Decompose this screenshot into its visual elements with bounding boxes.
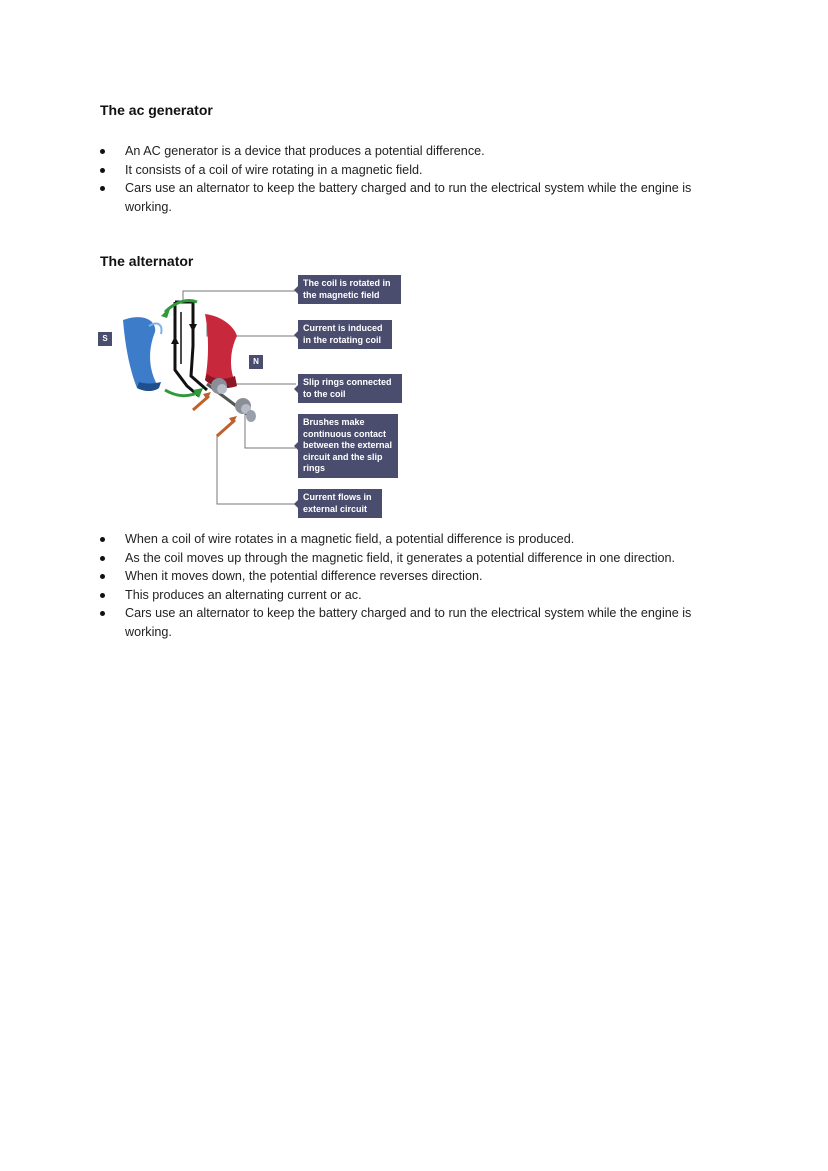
list-item: Cars use an alternator to keep the battery charged and to run the electrical system while the engine is working. xyxy=(100,179,730,216)
list-item: An AC generator is a device that produces a potential difference. xyxy=(100,142,730,161)
south-pole-label: S xyxy=(98,332,112,346)
bullet-dot-icon xyxy=(100,186,105,191)
leader-line xyxy=(217,434,296,504)
list-item: When a coil of wire rotates in a magnetic field, a potential difference is produced. xyxy=(100,530,730,549)
bullet-dot-icon xyxy=(100,149,105,154)
heading-ac-generator: The ac generator xyxy=(100,102,213,118)
callout-current-flows: Current flows in external circuit xyxy=(298,489,382,518)
callout-coil-rotated: The coil is rotated in the magnetic field xyxy=(298,275,401,304)
bullet-list-ac-generator xyxy=(100,142,730,216)
list-item: It consists of a coil of wire rotating in a magnetic field. xyxy=(100,161,730,180)
list-item: This produces an alternating current or ac. xyxy=(100,586,730,605)
heading-alternator: The alternator xyxy=(100,253,194,269)
list-item: Cars use an alternator to keep the battery charged and to run the electrical system while the engine is working. xyxy=(100,604,730,641)
bullet-dot-icon xyxy=(100,556,105,561)
south-pole-magnet xyxy=(123,317,159,391)
coil-icon xyxy=(175,302,207,396)
list-item: When it moves down, the potential difference reverses direction. xyxy=(100,567,730,586)
callout-brushes: Brushes make continuous contact between the external circuit and the slip rings xyxy=(298,414,398,478)
alternator-diagram xyxy=(95,272,415,527)
bullet-list-alternator xyxy=(100,530,730,641)
bullet-dot-icon xyxy=(100,537,105,542)
callout-slip-rings: Slip rings connected to the coil xyxy=(298,374,402,403)
north-pole-label: N xyxy=(249,355,263,369)
bullet-dot-icon xyxy=(100,168,105,173)
callout-current-induced: Current is induced in the rotating coil xyxy=(298,320,392,349)
leader-line xyxy=(183,291,296,302)
bullet-dot-icon xyxy=(100,611,105,616)
bullet-dot-icon xyxy=(100,574,105,579)
bullet-dot-icon xyxy=(100,593,105,598)
list-item: As the coil moves up through the magnetic field, it generates a potential difference in one direction. xyxy=(100,549,730,568)
